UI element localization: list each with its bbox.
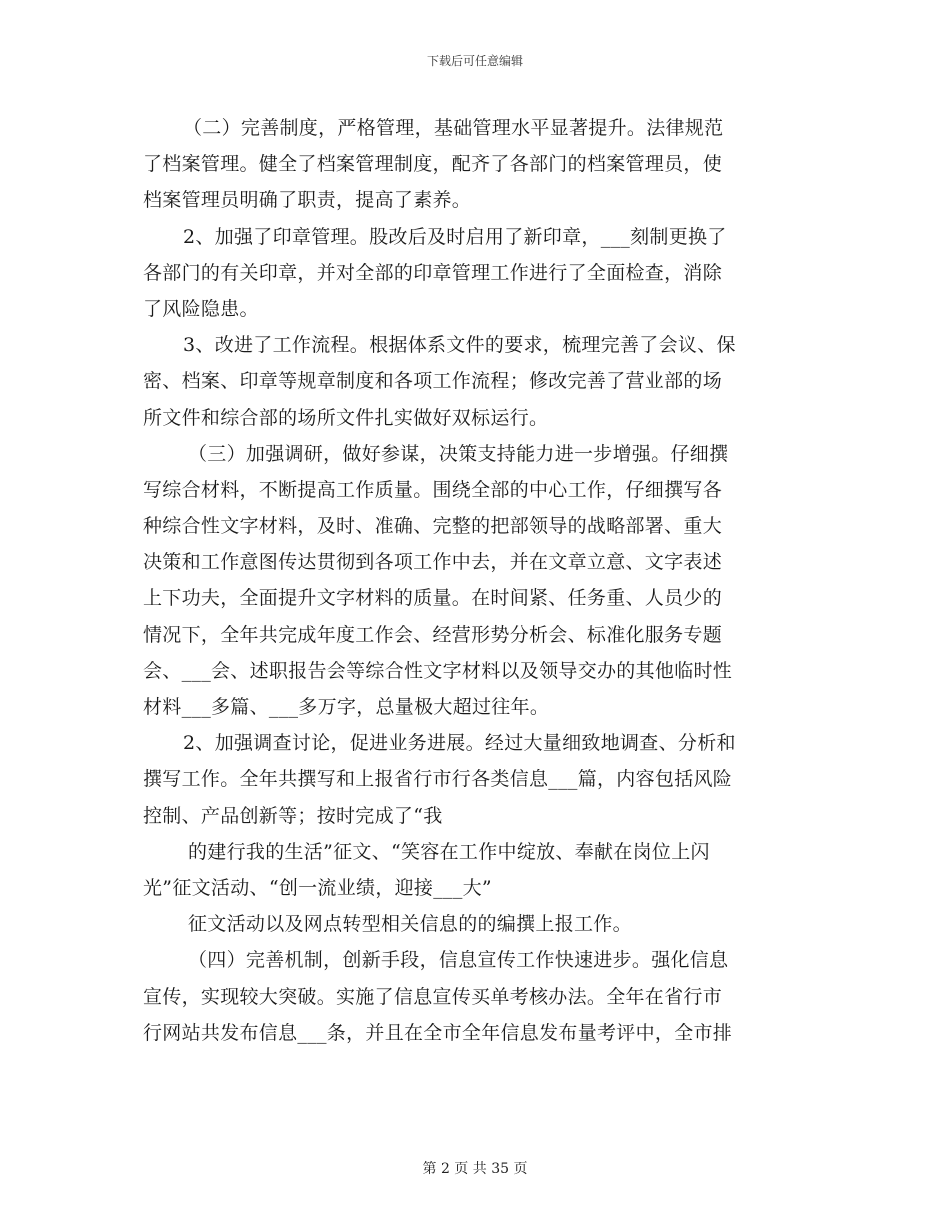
- text-line: （二）完善制度，严格管理，基础管理水平显著提升。法律规范: [183, 117, 724, 139]
- text-line: 宣传，实现较大突破。实施了信息宣传买单考核办法。全年在省行市: [143, 985, 723, 1008]
- text-line: 各部门的有关印章，并对全部的印章管理工作进行了全面检查，消除: [143, 261, 723, 284]
- text-line: 撰写工作。全年共撰写和上报省行市行各类信息___篇，内容包括风险: [143, 768, 733, 791]
- text-line: 3、改进了工作流程。根据体系文件的要求，梳理完善了会议、保: [183, 334, 736, 357]
- text-line: 上下功夫，全面提升文字材料的质量。在时间紧、任务重、人员少的: [143, 587, 723, 610]
- text-line: 种综合性文字材料，及时、准确、完整的把部领导的战略部署、重大: [143, 515, 723, 538]
- document-body: [143, 110, 803, 1051]
- text-line: 情况下，全年共完成年度工作会、经营形势分析会、标准化服务专题: [143, 623, 723, 646]
- text-line: 的建行我的生活”征文、“笑容在工作中绽放、奉献在岗位上闪: [188, 840, 710, 863]
- text-line: 2、加强调查讨论，促进业务进展。经过大量细致地调查、分析和: [183, 732, 736, 755]
- text-line: 密、档案、印章等规章制度和各项工作流程；修改完善了营业部的场: [143, 370, 723, 393]
- text-line: 决策和工作意图传达贯彻到各项工作中去，并在文章立意、文字表述: [143, 551, 723, 574]
- text-line: 了档案管理。健全了档案管理制度，配齐了各部门的档案管理员，使: [143, 153, 723, 176]
- text-line: 会、___会、述职报告会等综合性文字材料以及领导交办的其他临时性: [143, 659, 733, 682]
- text-line: （三）加强调研，做好参谋，决策支持能力进一步增强。仔细撰: [188, 442, 729, 465]
- page-header-note: 下载后可任意编辑: [426, 54, 523, 68]
- text-line: 征文活动以及网点转型相关信息的的编撰上报工作。: [188, 913, 632, 936]
- text-line: 光”征文活动、“创一流业绩，迎接___大”: [143, 876, 492, 899]
- text-line: 档案管理员明确了职责，提高了素养。: [143, 189, 472, 212]
- text-line: 材料___多篇、___多万字，总量极大超过往年。: [143, 696, 550, 718]
- text-line: 写综合材料，不断提高工作质量。围绕全部的中心工作，仔细撰写各: [143, 478, 723, 501]
- text-line: （四）完善机制，创新手段，信息宣传工作快速进步。强化信息: [188, 949, 729, 972]
- text-line: 行网站共发布信息___条，并且在全市全年信息发布量考评中，全市排: [143, 1021, 733, 1044]
- text-line: 2、加强了印章管理。股改后及时启用了新印章，___刻制更换了: [183, 225, 727, 248]
- page-number-footer: 第 2 页 共 35 页: [422, 1161, 528, 1177]
- text-line: 了风险隐患。: [143, 297, 259, 320]
- text-line: 控制、产品创新等；按时完成了“我: [143, 804, 443, 827]
- text-line: 所文件和综合部的场所文件扎实做好双标运行。: [143, 406, 549, 429]
